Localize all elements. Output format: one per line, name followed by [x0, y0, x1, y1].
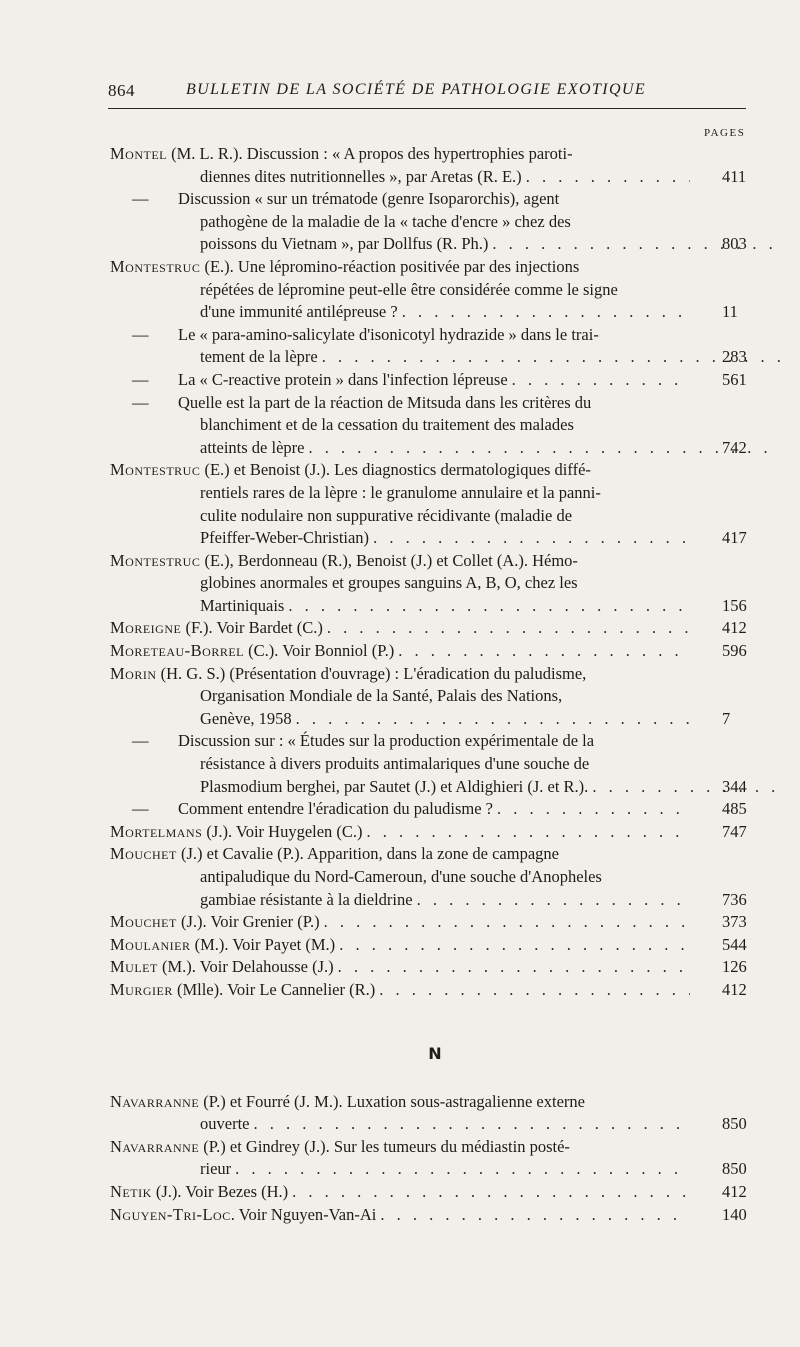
- leader-dots: [335, 934, 690, 957]
- pages-column-label: PAGES: [704, 127, 746, 139]
- em-dash: —: [132, 324, 149, 344]
- page-header: [108, 78, 746, 109]
- index-entry: [110, 1091, 760, 1136]
- page-ref: 742: [722, 437, 747, 457]
- entry-line: [110, 188, 760, 211]
- leader-dots: [318, 346, 780, 369]
- entry-line: [110, 211, 760, 234]
- index-entries-m: [110, 143, 760, 1226]
- page-ref: 411: [722, 166, 747, 186]
- entry-line: [110, 1204, 747, 1227]
- leader-dots: [398, 301, 690, 324]
- author-name: Moreteau-Borrel: [110, 641, 244, 661]
- entry-text: diennes dites nutritionnelles », par Aretas (R. E.): [200, 166, 522, 186]
- entry-text: Montestruc (E.). Une lépromino-réaction positivée par des injections: [110, 256, 580, 276]
- entry-text: Mouchet (J.) et Cavalie (P.). Apparition, dans la zone de campagne: [110, 844, 559, 864]
- entry-line: [110, 505, 760, 528]
- entry-line: [110, 572, 760, 595]
- entry-line: [110, 527, 747, 550]
- entry-line: [110, 730, 760, 753]
- entry-text: culite nodulaire non suppurative récidivante (maladie de: [200, 505, 573, 525]
- entry-line: [110, 640, 747, 663]
- leader-dots: [284, 595, 690, 618]
- entry-text: Le « para-amino-salicylate d'isonicotyl hydrazide » dans le trai-: [178, 324, 599, 344]
- leader-dots: [292, 708, 690, 731]
- entry-line: [110, 663, 760, 686]
- index-entry: [110, 1204, 760, 1227]
- author-name: Navarranne: [110, 1091, 200, 1111]
- entry-line: [110, 324, 760, 347]
- index-entry: [110, 256, 760, 324]
- em-dash: —: [132, 369, 149, 389]
- index-entry: [110, 640, 760, 663]
- entry-line: [110, 1136, 760, 1159]
- entry-line: [110, 482, 760, 505]
- entry-text: répétées de lépromine peut-elle être considérée comme le signe: [200, 279, 618, 299]
- index-entry: [110, 143, 760, 188]
- entry-text: Montestruc (E.), Berdonneau (R.), Benoist (J.) et Collet (A.). Hémo-: [110, 550, 578, 570]
- entry-text: Pfeiffer-Weber-Christian): [200, 528, 370, 548]
- entry-line: [110, 550, 760, 573]
- entry-text: Moreigne (F.). Voir Bardet (C.): [110, 618, 323, 638]
- leader-dots: [231, 1158, 690, 1181]
- index-entry: [110, 956, 760, 979]
- author-name: Murgier: [110, 979, 173, 999]
- entry-text: Mulet (M.). Voir Delahousse (J.): [110, 957, 334, 977]
- index-entry: [110, 550, 760, 618]
- author-name: Moulanier: [110, 934, 191, 954]
- entry-line: [110, 685, 760, 708]
- entry-text: Genève, 1958: [200, 708, 292, 728]
- entry-line: [110, 776, 780, 799]
- entry-text: Nguyen-Tri-Loc. Voir Nguyen-Van-Ai: [110, 1204, 377, 1224]
- page-ref: 561: [722, 369, 747, 389]
- entry-line: [110, 369, 747, 392]
- page-ref: 344: [722, 776, 747, 796]
- entry-text: résistance à divers produits antimalariques d'une souche de: [200, 754, 590, 774]
- entry-text: Morin (H. G. S.) (Présentation d'ouvrage) : L'éradication du paludisme,: [110, 663, 587, 683]
- author-name: Montestruc: [110, 256, 201, 276]
- index-entry: [110, 730, 760, 798]
- page-ref: 417: [722, 528, 747, 548]
- leader-dots: [394, 640, 690, 663]
- index-entry: [110, 188, 760, 256]
- index-entry: [110, 617, 760, 640]
- entry-text: d'une immunité antilépreuse ?: [200, 302, 398, 322]
- em-dash: —: [132, 799, 149, 819]
- leader-dots: [320, 911, 690, 934]
- entry-line: [110, 256, 760, 279]
- page-ref: 544: [722, 934, 747, 954]
- index-entry: [110, 843, 760, 911]
- entry-line: [110, 595, 747, 618]
- index-entry: [110, 459, 760, 549]
- page-ref: 11: [722, 302, 738, 322]
- leader-dots: [413, 889, 690, 912]
- section-letter: N: [428, 1043, 442, 1063]
- entry-text: tement de la lèpre: [200, 347, 318, 367]
- entry-text: La « C-reactive protein » dans l'infection lépreuse: [178, 369, 508, 389]
- page-ref: 412: [722, 1181, 747, 1201]
- leader-dots: [508, 369, 690, 392]
- page-ref: 736: [722, 889, 747, 909]
- author-name: Morin: [110, 663, 157, 683]
- entry-text: Discussion « sur un trématode (genre Isoparorchis), agent: [178, 189, 560, 209]
- entry-line: [110, 143, 760, 166]
- author-name: Montel: [110, 144, 167, 163]
- entry-line: [110, 934, 747, 957]
- entry-line: [110, 459, 760, 482]
- entry-text: Navarranne (P.) et Gindrey (J.). Sur les tumeurs du médiastin posté-: [110, 1136, 570, 1156]
- entry-line: [110, 617, 747, 640]
- entry-text: Murgier (Mlle). Voir Le Cannelier (R.): [110, 979, 376, 999]
- leader-dots: [376, 1204, 690, 1227]
- leader-dots: [323, 617, 690, 640]
- author-name: Netik: [110, 1181, 152, 1201]
- author-name: Nguyen-Tri-Loc: [110, 1204, 231, 1224]
- index-entry: [110, 821, 760, 844]
- entry-text: Mortelmans (J.). Voir Huygelen (C.): [110, 821, 363, 841]
- leader-dots: [369, 527, 690, 550]
- entry-text: Montel (M. L. R.). Discussion : « A propos des hypertrophies paroti-: [110, 144, 573, 163]
- entry-line: [110, 301, 738, 324]
- entry-text: Organisation Mondiale de la Santé, Palais des Nations,: [200, 686, 563, 706]
- entry-text: rentiels rares de la lèpre : le granulome annulaire et la panni-: [200, 482, 601, 502]
- entry-line: [110, 979, 747, 1002]
- page-ref: 596: [722, 641, 747, 661]
- leader-dots: [363, 821, 690, 844]
- entry-line: [110, 956, 747, 979]
- leader-dots: [288, 1181, 690, 1204]
- entry-line: [110, 437, 780, 460]
- entry-text: Martiniquais: [200, 595, 285, 615]
- page-ref: 373: [722, 912, 747, 932]
- entry-text: ouverte: [200, 1114, 250, 1134]
- page-ref: 850: [722, 1159, 747, 1179]
- entry-text: Moreteau-Borrel (C.). Voir Bonniol (P.): [110, 641, 395, 661]
- entry-line: [110, 1158, 747, 1181]
- entry-text: Netik (J.). Voir Bezes (H.): [110, 1181, 289, 1201]
- entry-line: [110, 346, 780, 369]
- index-entry: [110, 911, 760, 934]
- em-dash: —: [132, 189, 149, 209]
- author-name: Mouchet: [110, 912, 177, 932]
- index-entry: [110, 369, 760, 392]
- entry-line: [110, 866, 760, 889]
- page-ref: 412: [722, 618, 747, 638]
- entry-text: Discussion sur : « Études sur la production expérimentale de la: [178, 731, 595, 751]
- entry-text: gambiae résistante à la dieldrine: [200, 889, 413, 909]
- leader-dots: [375, 979, 690, 1002]
- entry-line: [110, 798, 747, 821]
- index-entry: [110, 798, 760, 821]
- author-name: Moreigne: [110, 618, 182, 638]
- entry-text: globines anormales et groupes sanguins A, B, O, chez les: [200, 573, 578, 593]
- entry-line: [110, 279, 760, 302]
- index-entry: [110, 934, 760, 957]
- entry-text: blanchiment et de la cessation du traitement des malades: [200, 415, 574, 435]
- entry-text: Mouchet (J.). Voir Grenier (P.): [110, 912, 320, 932]
- journal-title: BULLETIN DE LA SOCIÉTÉ DE PATHOLOGIE EXOTIQUE: [186, 81, 647, 98]
- page-ref: 747: [722, 821, 747, 841]
- page-ref: 283: [722, 347, 747, 367]
- entry-line: [110, 1113, 747, 1136]
- entry-line: [110, 821, 747, 844]
- entry-text: Navarranne (P.) et Fourré (J. M.). Luxation sous-astragalienne externe: [110, 1091, 585, 1111]
- index-entry: [110, 663, 760, 731]
- entry-line: [110, 392, 760, 415]
- entry-text: Quelle est la part de la réaction de Mitsuda dans les critères du: [178, 392, 592, 412]
- page-ref: 140: [722, 1204, 747, 1224]
- entry-text: Montestruc (E.) et Benoist (J.). Les diagnostics dermatologiques diffé-: [110, 460, 591, 480]
- page-ref: 412: [722, 979, 747, 999]
- leader-dots: [493, 798, 690, 821]
- author-name: Montestruc: [110, 460, 201, 480]
- entry-line: [110, 708, 731, 731]
- index-entry: [110, 1136, 760, 1181]
- page-ref: 803: [722, 234, 747, 254]
- entry-text: pathogène de la maladie de la « tache d'encre » chez des: [200, 211, 571, 231]
- author-name: Montestruc: [110, 550, 201, 570]
- entry-line: [110, 1091, 760, 1114]
- author-name: Mortelmans: [110, 821, 203, 841]
- entry-line: [110, 1181, 747, 1204]
- index-entry: [110, 392, 760, 460]
- leader-dots: [249, 1113, 690, 1136]
- index-entry: [110, 979, 760, 1002]
- em-dash: —: [132, 731, 149, 751]
- entry-line: [110, 414, 760, 437]
- page-number: 864: [108, 81, 135, 100]
- index-entry: [110, 1181, 760, 1204]
- entry-text: atteints de lèpre: [200, 437, 305, 457]
- author-name: Mulet: [110, 957, 158, 977]
- leader-dots: [334, 956, 690, 979]
- section-n: [110, 1044, 760, 1227]
- entry-text: Moulanier (M.). Voir Payet (M.): [110, 934, 336, 954]
- page-ref: 126: [722, 957, 747, 977]
- entry-line: [110, 233, 780, 256]
- entry-text: Plasmodium berghei, par Sautet (J.) et Aldighieri (J. et R.).: [200, 776, 589, 796]
- page-ref: 7: [722, 708, 731, 728]
- entry-line: [110, 843, 760, 866]
- entry-text: poissons du Vietnam », par Dollfus (R. Ph.): [200, 234, 489, 254]
- entry-line: [110, 166, 747, 189]
- entry-line: [110, 753, 760, 776]
- entry-line: [110, 911, 747, 934]
- page-ref: 156: [722, 595, 747, 615]
- leader-dots: [522, 166, 690, 189]
- entry-text: antipaludique du Nord-Cameroun, d'une souche d'Anopheles: [200, 867, 602, 886]
- em-dash: —: [132, 392, 149, 412]
- entry-text: rieur: [200, 1159, 232, 1179]
- page-ref: 485: [722, 799, 747, 819]
- author-name: Navarranne: [110, 1136, 200, 1156]
- index-entry: [110, 324, 760, 369]
- leader-dots: [304, 437, 780, 460]
- entry-line: [110, 889, 747, 912]
- page-ref: 850: [722, 1114, 747, 1134]
- author-name: Mouchet: [110, 844, 177, 864]
- entry-text: Comment entendre l'éradication du paludisme ?: [178, 799, 493, 819]
